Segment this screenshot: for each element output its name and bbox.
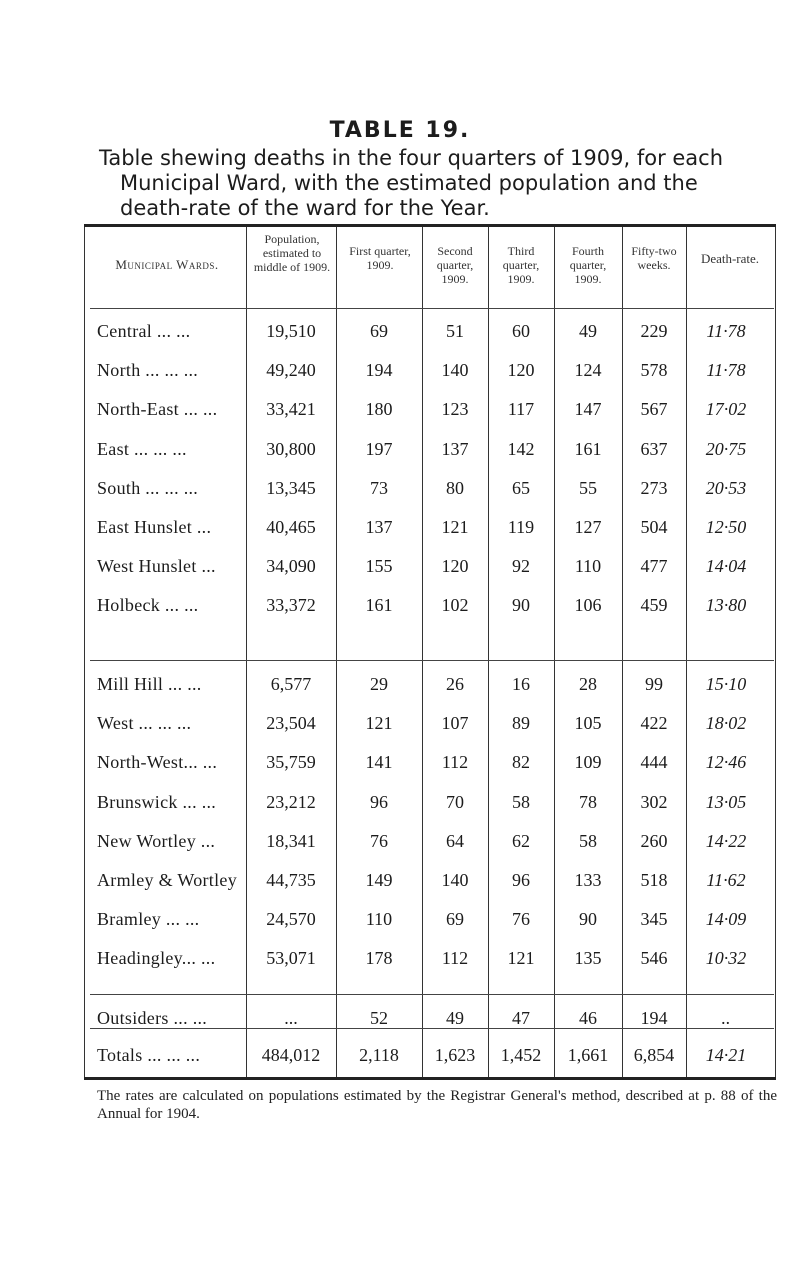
table-cell: 23,504 <box>266 713 316 734</box>
table-cell: 302 <box>640 791 668 812</box>
table-cell: 80 <box>446 477 464 498</box>
table-row <box>0 865 800 895</box>
table-cell: 155 <box>365 556 393 577</box>
table-cell: 35,759 <box>266 752 316 773</box>
table-cell: 49 <box>446 1008 464 1028</box>
ward-name: New Wortley ... <box>97 830 216 851</box>
table-cell: 194 <box>365 360 393 381</box>
table-cell: 110 <box>574 556 602 577</box>
table-row <box>0 943 800 973</box>
ward-name: South ... ... ... <box>97 477 199 498</box>
table-cell: 16 <box>512 674 530 694</box>
table-cell: 12·50 <box>705 517 747 537</box>
table-cell: 137 <box>441 438 469 459</box>
table-cell: 112 <box>441 948 469 969</box>
table-cell: 110 <box>365 909 393 930</box>
table-cell: 518 <box>640 870 668 890</box>
table-cell: 133 <box>574 870 602 890</box>
table-cell: 119 <box>507 517 535 537</box>
group-rule <box>90 660 774 661</box>
table-cell: 99 <box>645 674 663 694</box>
table-cell: 23,212 <box>266 791 316 812</box>
table-cell: 52 <box>370 1008 388 1028</box>
table-title: TABLE 19. <box>329 118 471 143</box>
table-cell: 55 <box>579 477 597 498</box>
table-cell: 178 <box>365 948 393 969</box>
table-cell: 161 <box>365 595 393 616</box>
table-cell: 96 <box>370 791 388 812</box>
table-row <box>0 512 800 542</box>
table-cell: 229 <box>640 321 668 341</box>
header-rule <box>90 308 774 309</box>
ward-name: Holbeck ... ... <box>97 595 199 616</box>
ward-name: Bramley ... ... <box>97 909 200 930</box>
table-cell: 73 <box>370 477 388 498</box>
table-cell: 58 <box>579 830 597 851</box>
table-cell: 137 <box>365 517 393 537</box>
table-cell: 117 <box>507 399 535 420</box>
table-cell: 140 <box>441 360 469 381</box>
header-population: Population, estimated to middle of 1909. <box>253 232 331 274</box>
table-cell: 96 <box>512 870 530 890</box>
table-cell: 477 <box>640 556 668 577</box>
table-cell: 69 <box>370 321 388 341</box>
table-cell: 82 <box>512 752 530 773</box>
header-fifty-two-weeks: Fifty-two weeks. <box>631 244 677 272</box>
table-bottom-rule <box>84 1077 776 1080</box>
header-fourth-quarter: Fourth quarter, 1909. <box>569 244 607 286</box>
caption-line: Municipal Ward, with the estimated population and the <box>120 171 698 195</box>
table-cell: 26 <box>446 674 464 694</box>
table-cell: 33,372 <box>266 595 316 616</box>
table-cell: 12·46 <box>705 752 747 773</box>
table-footnote: The rates are calculated on populations estimated by the Registrar General's method, described at p. 88 of the Annual for 1904. <box>97 1088 777 1122</box>
ward-name: North ... ... ... <box>97 360 199 381</box>
ward-name: East ... ... ... <box>97 438 187 459</box>
table-cell: 149 <box>365 870 393 890</box>
table-row <box>0 669 800 699</box>
table-row <box>0 590 800 620</box>
table-cell: 1,623 <box>434 1045 476 1065</box>
caption-line: death-rate of the ward for the Year. <box>120 196 490 220</box>
table-cell: 13,345 <box>266 477 316 498</box>
table-row <box>0 826 800 856</box>
table-row <box>0 747 800 777</box>
table-cell: 135 <box>574 948 602 969</box>
table-cell: 194 <box>640 1008 668 1028</box>
table-cell: 6,854 <box>633 1045 675 1065</box>
table-cell: 17·02 <box>705 399 747 420</box>
table-cell: 13·05 <box>705 791 747 812</box>
table-cell: 123 <box>441 399 469 420</box>
ward-name: Armley & Wortley <box>97 870 237 890</box>
table-cell: 44,735 <box>266 870 316 890</box>
table-caption <box>99 146 779 221</box>
table-cell: 89 <box>512 713 530 734</box>
table-cell: 422 <box>640 713 668 734</box>
table-cell: 120 <box>441 556 469 577</box>
ward-name: West ... ... ... <box>97 713 192 734</box>
table-cell: 141 <box>365 752 393 773</box>
table-cell: 20·75 <box>705 438 747 459</box>
table-row <box>0 473 800 503</box>
ward-name: Totals ... ... ... <box>97 1045 201 1065</box>
table-cell: 24,570 <box>266 909 316 930</box>
table-cell: 121 <box>507 948 535 969</box>
ward-name: Mill Hill ... ... <box>97 674 202 694</box>
table-row <box>0 434 800 464</box>
table-cell: 1,661 <box>567 1045 609 1065</box>
table-row <box>0 904 800 934</box>
table-cell: 58 <box>512 791 530 812</box>
table-cell: 49 <box>579 321 597 341</box>
table-cell: 127 <box>574 517 602 537</box>
table-row <box>0 1040 800 1070</box>
table-cell: 105 <box>574 713 602 734</box>
table-cell: 62 <box>512 830 530 851</box>
table-cell: 121 <box>365 713 393 734</box>
table-cell: 142 <box>507 438 535 459</box>
header-second-quarter: Second quarter, 1909. <box>436 244 474 286</box>
table-cell: 47 <box>512 1008 530 1028</box>
table-row <box>0 1003 800 1033</box>
table-cell: 70 <box>446 791 464 812</box>
caption-line: Table shewing deaths in the four quarters of 1909, for each <box>99 146 724 170</box>
table-cell: 46 <box>579 1008 597 1028</box>
table-cell: 124 <box>574 360 602 381</box>
table-cell: 109 <box>574 752 602 773</box>
table-cell: 567 <box>640 399 668 420</box>
table-cell: 121 <box>441 517 469 537</box>
table-cell: 29 <box>370 674 388 694</box>
table-cell: ... <box>284 1008 298 1028</box>
table-cell: 2,118 <box>359 1045 399 1065</box>
table-cell: 13·80 <box>705 595 747 616</box>
table-cell: 11·78 <box>706 321 746 341</box>
table-cell: 34,090 <box>266 556 316 577</box>
table-cell: 161 <box>574 438 602 459</box>
table-cell: 51 <box>446 321 464 341</box>
table-cell: 10·32 <box>705 948 747 969</box>
table-row <box>0 708 800 738</box>
table-cell: 14·22 <box>705 830 747 851</box>
table-cell: 107 <box>441 713 469 734</box>
table-cell: 1,452 <box>500 1045 542 1065</box>
header-municipal-wards: Municipal Wards. <box>115 257 219 272</box>
table-cell: 40,465 <box>266 517 316 537</box>
table-cell: 484,012 <box>261 1045 321 1065</box>
table-cell: 6,577 <box>270 674 312 694</box>
table-cell: 444 <box>640 752 668 773</box>
table-row <box>0 551 800 581</box>
table-cell: 49,240 <box>266 360 316 381</box>
table-cell: 147 <box>574 399 602 420</box>
header-death-rate: Death-rate. <box>700 251 760 266</box>
table-cell: 180 <box>365 399 393 420</box>
ward-name: Brunswick ... ... <box>97 791 217 812</box>
table-cell: 260 <box>640 830 668 851</box>
table-cell: 90 <box>579 909 597 930</box>
table-cell: 92 <box>512 556 530 577</box>
table-cell: 197 <box>365 438 393 459</box>
table-cell: 20·53 <box>705 477 747 498</box>
table-cell: 18·02 <box>705 713 747 734</box>
table-cell: 11·62 <box>706 870 746 890</box>
table-cell: 69 <box>446 909 464 930</box>
header-third-quarter: Third quarter, 1909. <box>502 244 540 286</box>
ward-name: North-East ... ... <box>97 399 218 420</box>
ward-name: West Hunslet ... <box>97 556 216 577</box>
table-cell: 112 <box>441 752 469 773</box>
table-cell: 19,510 <box>266 321 316 341</box>
table-row <box>0 394 800 424</box>
table-cell: 11·78 <box>706 360 746 381</box>
table-cell: 65 <box>512 477 530 498</box>
ward-name: Central ... ... <box>97 321 191 341</box>
table-cell: 76 <box>370 830 388 851</box>
group-rule <box>90 994 774 995</box>
table-row <box>0 787 800 817</box>
table-cell: 578 <box>640 360 668 381</box>
table-cell: 140 <box>441 870 469 890</box>
ward-name: North-West... ... <box>97 752 218 773</box>
table-cell: 345 <box>640 909 668 930</box>
table-cell: 90 <box>512 595 530 616</box>
table-cell: 53,071 <box>266 948 316 969</box>
table-row <box>0 316 800 346</box>
table-cell: 546 <box>640 948 668 969</box>
table-cell: 273 <box>640 477 668 498</box>
table-cell: 15·10 <box>705 674 747 694</box>
table-cell: 120 <box>507 360 535 381</box>
table-cell: 33,421 <box>266 399 316 420</box>
ward-name: East Hunslet ... <box>97 517 212 537</box>
table-cell: 102 <box>441 595 469 616</box>
table-cell: 78 <box>579 791 597 812</box>
table-cell: 28 <box>579 674 597 694</box>
ward-name: Outsiders ... ... <box>97 1008 208 1028</box>
table-cell: 106 <box>574 595 602 616</box>
table-row <box>0 355 800 385</box>
table-cell: 60 <box>512 321 530 341</box>
table-cell: 76 <box>512 909 530 930</box>
table-cell: 459 <box>640 595 668 616</box>
table-cell: 637 <box>640 438 668 459</box>
table-cell: 504 <box>640 517 668 537</box>
table-cell: 30,800 <box>266 438 316 459</box>
table-cell: 64 <box>446 830 464 851</box>
header-first-quarter: First quarter, 1909. <box>349 244 411 272</box>
ward-name: Headingley... ... <box>97 948 216 969</box>
table-cell: 14·21 <box>705 1045 747 1065</box>
table-cell: 14·04 <box>705 556 747 577</box>
table-cell: 14·09 <box>705 909 747 930</box>
table-cell: .. <box>721 1008 731 1028</box>
table-top-rule <box>84 224 776 227</box>
table-cell: 18,341 <box>266 830 316 851</box>
